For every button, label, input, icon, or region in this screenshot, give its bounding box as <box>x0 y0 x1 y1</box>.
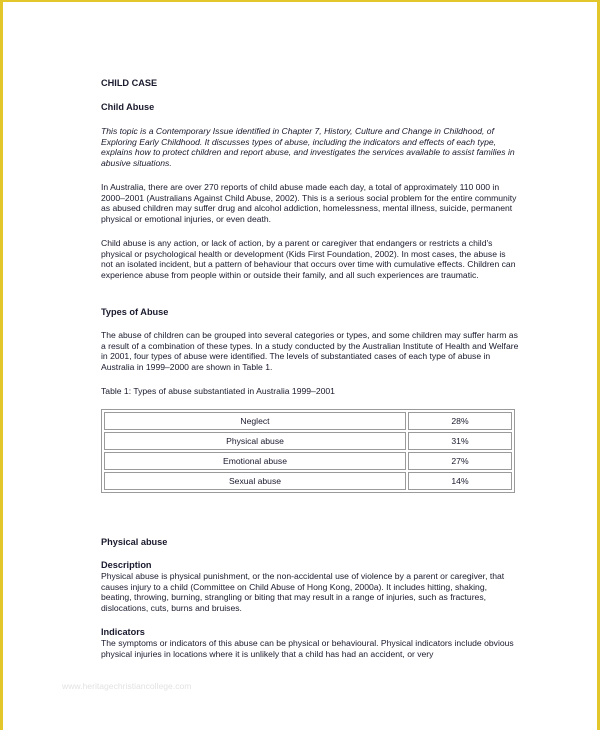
table-cell-type: Physical abuse <box>104 432 406 450</box>
table-row <box>104 412 512 430</box>
paragraph-description: Physical abuse is physical punishment, or the non-accidental use of violence by a parent or caregiver, that causes injury to a child (Committee on Child Abuse of Hong Kong, 2000a). It includes hitting, shaking, beating, throwing, burning, strangling or biting that may result in a range of injuries, such as fractures, dislocations, cuts, burns and bruises. <box>101 571 505 613</box>
table-cell-percent: 28% <box>408 412 512 430</box>
paragraph-indicators: The symptoms or indicators of this abuse can be physical or behavioural. Physical indicators include obvious physical injuries in locations where it is unlikely that a child has had an accident, or very <box>101 638 514 659</box>
table-cell-type: Sexual abuse <box>104 472 406 490</box>
table-row <box>104 472 512 490</box>
paragraph-types: The abuse of children can be grouped into several categories or types, and some children may suffer harm as a result of a combination of these types. In a study conducted by the Australian Institute of Health and Welfare in 2001, four types of abuse were identified. The levels of substantiated cases of each type of abuse in Australia in 1999–2000 are shown in Table 1. <box>101 330 519 372</box>
table-caption: Table 1: Types of abuse substantiated in Australia 1999–2001 <box>101 386 335 396</box>
description-heading: Description <box>101 560 152 570</box>
paragraph-reports: In Australia, there are over 270 reports of child abuse made each day, a total of approximately 110 000 in 2000–2001 (Australians Against Child Abuse, 2002). This is a serious social problem for the entire community as abused children may suffer drug and alcohol addiction, homelessness, mental illness, suicide, permanent physical or emotional injuries, or even death. <box>101 182 517 224</box>
table-row <box>104 432 512 450</box>
table-cell-percent: 27% <box>408 452 512 470</box>
table-row <box>104 452 512 470</box>
physical-abuse-heading: Physical abuse <box>101 537 168 547</box>
table-cell-percent: 31% <box>408 432 512 450</box>
paragraph-definition: Child abuse is any action, or lack of action, by a parent or caregiver that endangers or restricts a child's physical or psychological health or development (Kids First Foundation, 2002). In most cases, the abuse is not an isolated incident, but a pattern of behaviour that occurs over time with cumulative effects. Children can experience abuse from people within or outside their family, and all such experiences are traumatic. <box>101 238 516 280</box>
watermark: www.heritagechristiancollege.com <box>62 681 192 691</box>
indicators-heading: Indicators <box>101 627 145 637</box>
table-cell-type: Neglect <box>104 412 406 430</box>
table-cell-percent: 14% <box>408 472 512 490</box>
main-heading: CHILD CASE <box>101 78 158 88</box>
child-abuse-heading: Child Abuse <box>101 102 155 112</box>
table-cell-type: Emotional abuse <box>104 452 406 470</box>
intro-paragraph: This topic is a Contemporary Issue identified in Chapter 7, History, Culture and Change in Childhood, of Exploring Early Childhood. It discusses types of abuse, including the indicators and effects of each type, explains how to protect children and report abuse, and investigates the services available to assist families in abusive situations. <box>101 126 515 168</box>
abuse-types-table <box>101 409 515 493</box>
types-heading: Types of Abuse <box>101 307 169 317</box>
